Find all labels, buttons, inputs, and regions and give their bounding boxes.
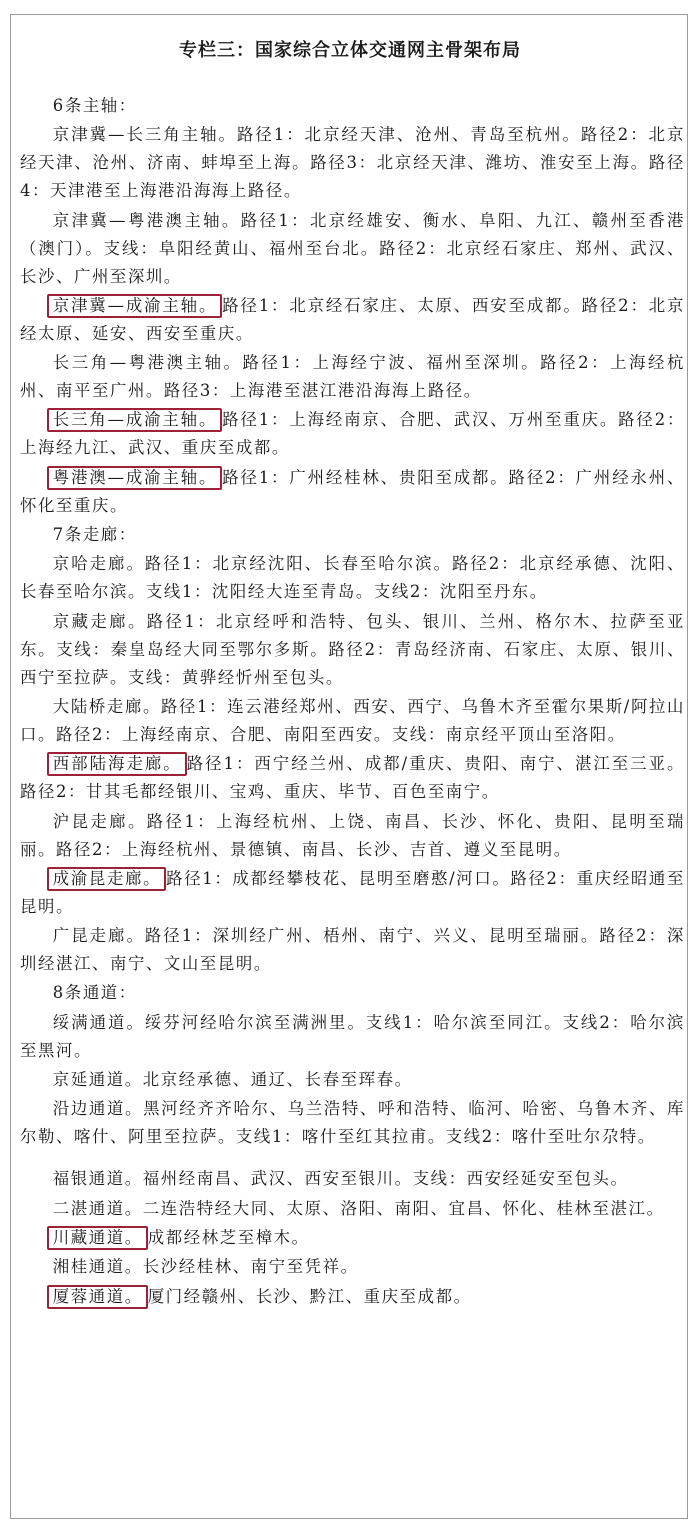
channel-item [20,1095,685,1151]
item-text: 长沙经桂林、南宁至凭祥。 [142,1257,359,1277]
corridor-item [20,550,685,606]
channel-item [20,1066,685,1094]
item-text: 路径1：北京经石家庄、太原、西安至成都。路径2：北京经太原、延安、西安至重庆。 [20,295,685,343]
item-text: 二连浩特经大同、太原、洛阳、南阳、宜昌、怀化、桂林至湛江。 [142,1198,665,1218]
corridor-item [20,750,685,806]
corridor-item [20,922,685,978]
channel-item [20,1009,685,1065]
item-text: 路径1：深圳经广州、梧州、南宁、兴义、昆明至瑞丽。路径2：深圳经湛江、南宁、文山至昆明。 [20,926,686,974]
corridor-item [20,865,685,921]
channel-item [20,1224,685,1252]
item-name: 沿边通道。 [52,1099,144,1119]
channel-item [20,1283,685,1311]
item-name: 福银通道。 [52,1169,143,1189]
item-text: 路径1：西宁经兰州、成都/重庆、贵阳、南宁、湛江至三亚。路径2：甘其毛都经银川、宝鸡、重庆、毕节、百色至南宁。 [20,754,685,802]
corridor-item [20,608,685,692]
item-text: 路径1：北京经沈阳、长春至哈尔滨。路径2：北京经承德、沈阳、长春至哈尔滨。支线1：沈阳经大连至青岛。支线2：沈阳至丹东。 [20,554,686,602]
corridor-item [20,808,685,864]
item-text: 路径1：上海经杭州、上饶、南昌、长沙、怀化、贵阳、昆明至瑞丽。路径2：上海经杭州、景德镇、南昌、长沙、吉首、遵义至昆明。 [20,811,686,859]
channel-item [20,1165,685,1193]
page-title: 专栏三：国家综合立体交通网主骨架布局 [179,40,521,61]
item-name: 京哈走廊。 [52,554,145,574]
item-name: 长三角—粤港澳主轴。 [52,353,243,373]
highlight-box: 长三角—成渝主轴。 [47,408,222,432]
column-body [20,92,685,1312]
section-heading-axes: 6条主轴： [52,96,137,115]
axis-item [20,406,685,462]
corridor-item [20,693,685,749]
item-text: 福州经南昌、武汉、西安至银川。支线：西安经延安至包头。 [142,1169,629,1189]
highlight-box: 京津冀—成渝主轴。 [47,294,222,318]
section-heading-channels: 8条通道： [52,983,137,1003]
item-text: 路径1：成都经攀枝花、昆明至磨憨/河口。路径2：重庆经昭通至昆明。 [20,868,685,916]
item-name: 京延通道。 [52,1070,143,1090]
item-name: 京藏走廊。 [52,611,147,631]
item-text: 路径1：连云港经郑州、西安、西宁、乌鲁木齐至霍尔果斯/阿拉山口。路径2：上海经南京、合肥、南阳至西安。支线：南京经平顶山至洛阳。 [20,696,685,744]
axis-item [20,349,685,405]
item-name: 绥满通道。 [52,1012,145,1032]
item-text: 路径1：上海经宁波、福州至深圳。路径2：上海经杭州、南平至广州。路径3：上海港至湛江港沿海海上路径。 [20,353,686,401]
item-name: 广昆走廊。 [52,926,145,946]
highlight-box: 川藏通道。 [47,1226,148,1250]
item-text: 绥芬河经哈尔滨至满洲里。支线1：哈尔滨至同江。支线2：哈尔滨至黑河。 [20,1012,686,1060]
highlight-box: 成渝昆走廊。 [47,867,166,891]
highlight-box: 厦蓉通道。 [47,1285,148,1309]
item-text: 路径1：北京经天津、沧州、青岛至杭州。路径2：北京经天津、沧州、济南、蚌埠至上海。路径3：北京经天津、潍坊、淮安至上海。路径4：天津港至上海港沿海海上路径。 [20,125,686,201]
item-name: 京津冀—长三角主轴。 [52,125,237,145]
axis-item [20,121,685,205]
item-text: 路径1：广州经桂林、贵阳至成都。路径2：广州经永州、怀化至重庆。 [20,467,685,515]
item-name: 大陆桥走廊。 [52,696,161,716]
item-text: 路径1：上海经南京、合肥、武汉、万州至重庆。路径2：上海经九江、武汉、重庆至成都。 [20,410,685,458]
item-name: 京津冀—粤港澳主轴。 [52,210,241,230]
channel-item [20,1253,685,1281]
highlight-box: 西部陆海走廊。 [47,752,187,776]
item-text: 路径1：北京经呼和浩特、包头、银川、兰州、格尔木、拉萨至亚东。支线：秦皇岛经大同至鄂尔多斯。路径2：青岛经济南、石家庄、太原、银川、西宁至拉萨。支线：黄骅经忻州至包头。 [20,611,686,687]
item-name: 二湛通道。 [52,1198,143,1218]
axis-item [20,292,685,348]
axis-item [20,464,685,520]
item-name: 湘桂通道。 [52,1257,143,1277]
channel-item [20,1195,685,1223]
item-text: 北京经承德、通辽、长春至珲春。 [142,1070,413,1090]
section-heading-corridors: 7条走廊： [52,525,137,545]
item-text: 黑河经齐齐哈尔、乌兰浩特、呼和浩特、临河、哈密、乌鲁木齐、库尔勒、喀什、阿里至拉萨。支线1：喀什至红其拉甫。支线2：喀什至吐尔尕特。 [20,1099,686,1147]
item-text: 厦门经赣州、长沙、黔江、重庆至成都。 [147,1286,472,1306]
item-text: 路径1：北京经雄安、衡水、阜阳、九江、赣州至香港（澳门）。支线：阜阳经黄山、福州至台北。路径2：北京经石家庄、郑州、武汉、长沙、广州至深圳。 [20,210,686,286]
item-text: 成都经林芝至樟木。 [147,1227,310,1247]
item-name: 沪昆走廊。 [52,811,147,831]
highlight-box: 粤港澳—成渝主轴。 [47,466,222,490]
axis-item [20,207,685,291]
